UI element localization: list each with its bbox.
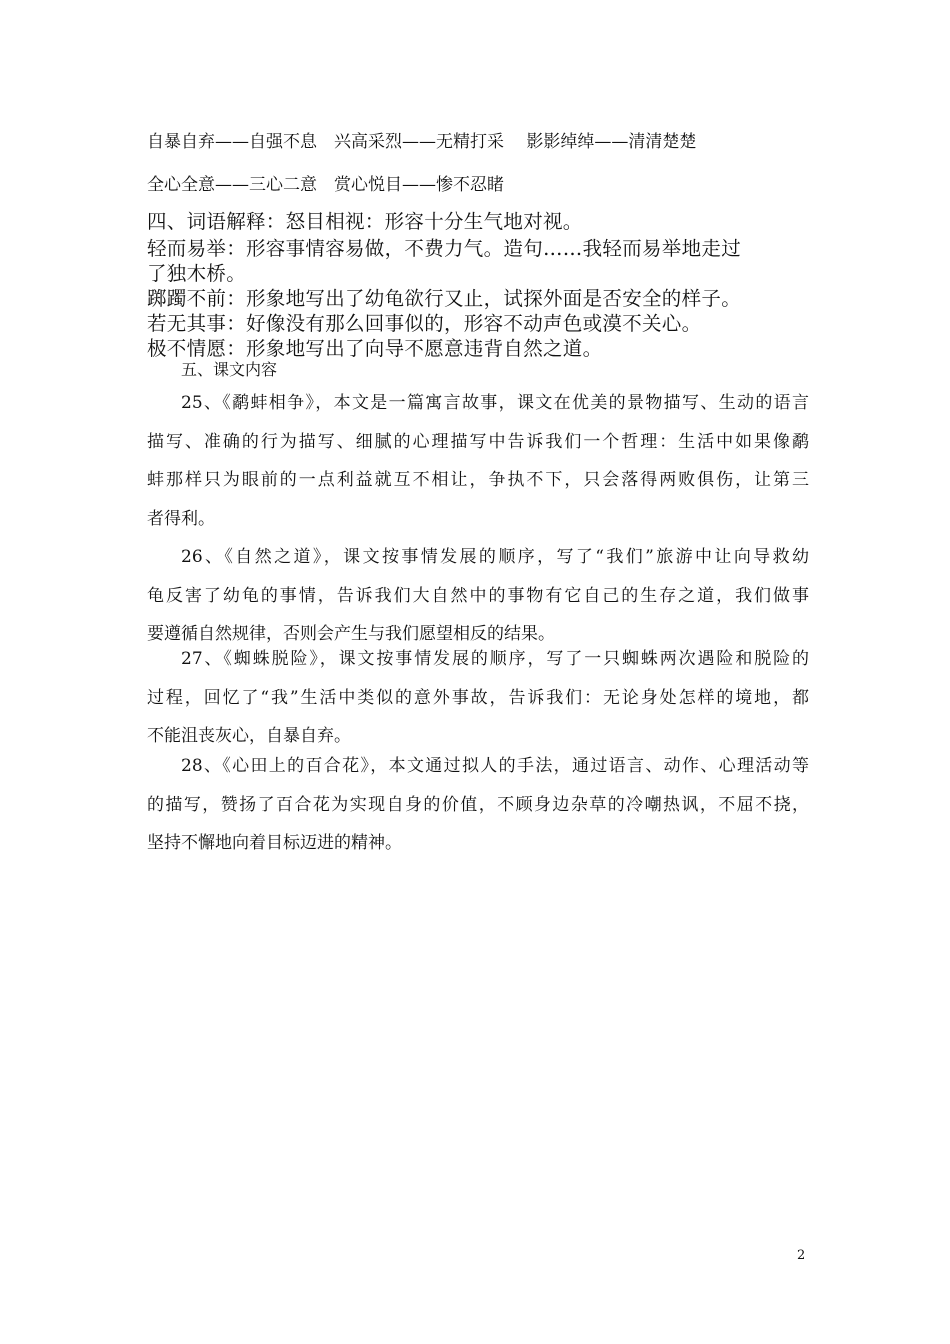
antonym-line-2: 全心全意——三心二意 赏心悦目——惨不忍睹: [147, 175, 504, 195]
vocab-heading: 四、词语解释：怒目相视：形容十分生气地对视。: [147, 210, 583, 233]
page-number: 2: [797, 1248, 806, 1263]
paragraph-28: 28、《心田上的百合花》，本文通过拟人的手法，通过语言、动作、心理活动等 的描写，赞扬了百合花为实现自身的价值，不顾身边杂草的冷嘲热讽，不屈不挠， 坚持不懈地向着目标迈进的精神。: [147, 756, 809, 853]
vocab-line-5: 极不情愿：形象地写出了向导不愿意违背自然之道。: [147, 337, 603, 360]
vocab-line-3: 踯躅不前：形象地写出了幼龟欲行又止，试探外面是否安全的样子。: [147, 287, 742, 310]
vocab-line-2: 了独木桥。: [147, 262, 247, 285]
vocab-line-4: 若无其事：好像没有那么回事似的，形容不动声色或漠不关心。: [147, 312, 702, 335]
vocab-line-1: 轻而易举：形容事情容易做，不费力气。造句……我轻而易举地走过: [147, 237, 742, 260]
content-heading: 五、课文内容: [181, 360, 278, 379]
paragraph-26: 26、《自然之道》，课文按事情发展的顺序，写了“我们”旅游中让向导救幼 龟反害了幼龟的事情，告诉我们大自然中的事物有它自己的生存之道，我们做事 要遵循自然规律，否则会产生与我们愿望相反的结果。: [147, 547, 809, 644]
antonym-line-1: 自暴自弃——自强不息 兴高采烈——无精打采 影影绰绰——清清楚楚: [147, 132, 697, 152]
paragraph-25: 25、《鹬蚌相争》，本文是一篇寓言故事，课文在优美的景物描写、生动的语言 描写、准确的行为描写、细腻的心理描写中告诉我们一个哲理：生活中如果像鹬 蚌那样只为眼前的一点利益就互不相让，争执不下，只会落得两败俱伤，让第三 者得利。: [147, 393, 809, 529]
paragraph-27: 27、《蜘蛛脱险》，课文按事情发展的顺序，写了一只蜘蛛两次遇险和脱险的 过程，回忆了“我”生活中类似的意外事故，告诉我们：无论身处怎样的境地，都 不能沮丧灰心，自暴自弃。: [147, 649, 809, 746]
